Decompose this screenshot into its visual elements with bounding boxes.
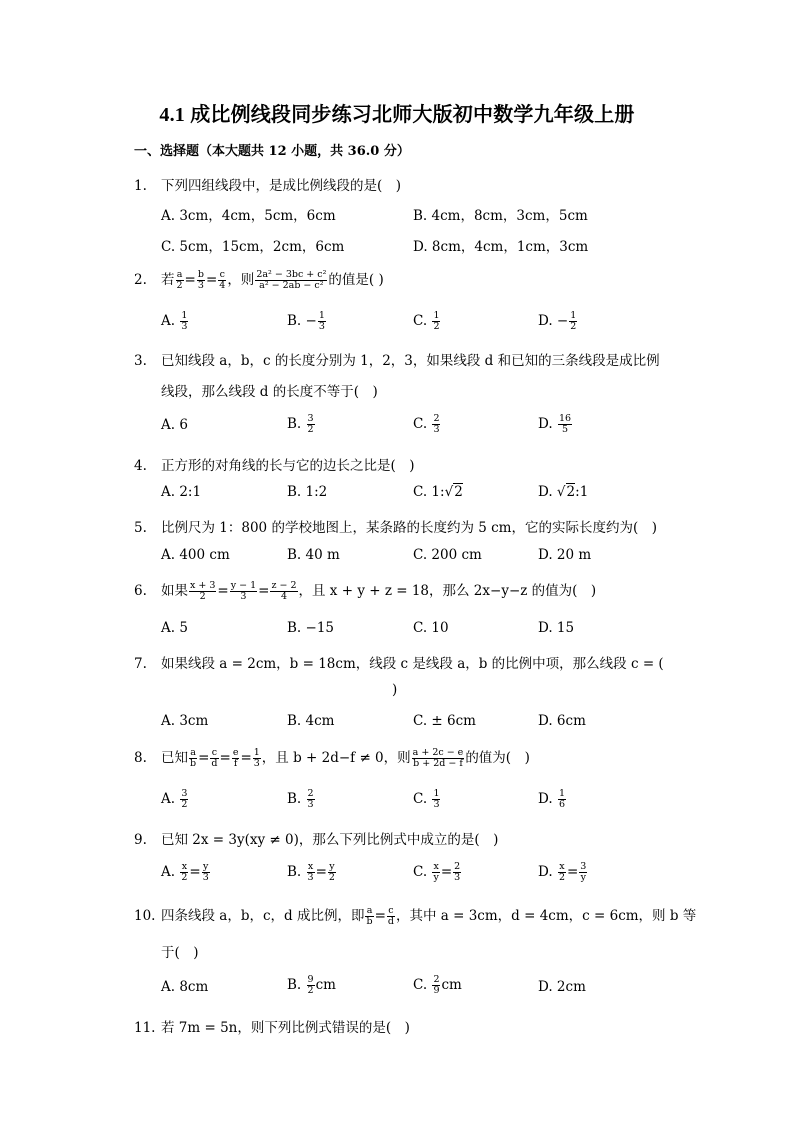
q5-option-d[interactable]: D. 20 m [538,547,592,563]
q4-option-b[interactable]: B. 1:2 [287,484,328,500]
q1-option-d[interactable]: D. 8cm，4cm，1cm，3cm [413,239,589,255]
q5-option-b[interactable]: B. 40 m [287,547,340,563]
q6-option-d[interactable]: D. 15 [538,620,575,636]
q7-option-b[interactable]: B. 4cm [287,713,335,729]
q1-option-b[interactable]: B. 4cm，8cm，3cm，5cm [413,208,588,224]
q3-option-d[interactable]: D. $\frac{16}{5}$ [538,413,572,435]
section-heading: 一、选择题（本大题共 12 小题，共 36.0 分） [134,144,410,159]
q3-option-a[interactable]: A. 6 [161,417,188,433]
q4-option-c[interactable]: C. 1:√2 [413,484,463,500]
q5-option-a[interactable]: A. 400 cm [161,547,230,563]
question-2: 2. 若 $\frac{a}{2}$ = $\frac{b}{3}$ = $\frac{c}{4}$ ，则 $\frac{\text{2a² − 3bc + c²}}{\text{a² − 2ab − c²}}$ 的值是( ) [134,269,384,291]
question-1: 1. 下列四组线段中，是成比例线段的是( ) [134,178,402,194]
question-7: 7. 如果线段 a = 2cm，b = 18cm，线段 c 是线段 a，b 的比例中项，那么线段 c = ( [134,656,664,672]
q3-option-b[interactable]: B. $\frac{3}{2}$ [287,413,314,435]
question-11: 11. 若 7m = 5n，则下列比例式错误的是( ) [134,1020,410,1036]
q4-option-d[interactable]: D. √2:1 [538,484,589,500]
question-9: 9. 已知 2x = 3y(xy ≠ 0)，那么下列比例式中成立的是( ) [134,832,499,848]
q9-option-a[interactable]: A. $\frac{x}{2}$ = $\frac{y}{3}$ [161,861,209,883]
q2-option-c[interactable]: C. $\frac{1}{2}$ [413,310,440,332]
q7-option-d[interactable]: D. 6cm [538,713,586,729]
q2-option-a[interactable]: A. $\frac{1}{3}$ [161,310,188,332]
q9-option-b[interactable]: B. $\frac{x}{3}$ = $\frac{y}{2}$ [287,861,335,883]
q5-option-c[interactable]: C. 200 cm [413,547,482,563]
q3-option-c[interactable]: C. $\frac{2}{3}$ [413,413,440,435]
q2-option-d[interactable]: D. − $\frac{1}{2}$ [538,310,577,332]
q8-option-b[interactable]: B. $\frac{2}{3}$ [287,788,314,810]
q10-option-c[interactable]: C. $\frac{2}{9}$ cm [413,974,462,996]
q6-option-b[interactable]: B. −15 [287,620,334,636]
q10-option-d[interactable]: D. 2cm [538,979,586,995]
q10-option-b[interactable]: B. $\frac{9}{2}$ cm [287,974,336,996]
q10-option-a[interactable]: A. 8cm [161,979,209,995]
question-4: 4. 正方形的对角线的长与它的边长之比是( ) [134,458,415,474]
question-5: 5. 比例尺为 1：800 的学校地图上，某条路的长度约为 5 cm，它的实际长度约为( ) [134,520,658,536]
q8-option-d[interactable]: D. $\frac{1}{6}$ [538,788,565,810]
q7-option-a[interactable]: A. 3cm [161,713,209,729]
q9-option-c[interactable]: C. $\frac{x}{y}$ = $\frac{2}{3}$ [413,861,461,883]
question-6: 6. 如果 $\frac{x + 3}{2}$ = $\frac{y - 1}{3}$ = $\frac{z - 2}{4}$ ，且 x + y + z = 18，那么 2x−y−z 的值为( ) [134,580,597,602]
q1-option-c[interactable]: C. 5cm，15cm，2cm，6cm [161,239,345,255]
q2-option-b[interactable]: B. − $\frac{1}{3}$ [287,310,325,332]
question-3: 3. 已知线段 a，b，c 的长度分别为 1，2，3，如果线段 d 和已知的三条线段是成比例 [134,353,660,369]
q6-option-c[interactable]: C. 10 [413,620,449,636]
q6-option-a[interactable]: A. 5 [161,620,188,636]
question-3-line-2: 线段，那么线段 d 的长度不等于( ) [161,384,378,400]
q8-option-a[interactable]: A. $\frac{3}{2}$ [161,788,188,810]
q7-option-c[interactable]: C. ± 6cm [413,713,476,729]
q1-option-a[interactable]: A. 3cm，4cm，5cm，6cm [161,208,336,224]
q4-option-a[interactable]: A. 2:1 [161,484,202,500]
q9-option-d[interactable]: D. $\frac{x}{2}$ = $\frac{3}{y}$ [538,861,587,883]
question-10-line-2: 于( ) [161,945,199,961]
q8-option-c[interactable]: C. $\frac{1}{3}$ [413,788,440,810]
question-8: 8. 已知 $\frac{a}{b}$ = $\frac{c}{d}$ = $\frac{e}{f}$ = $\frac{1}{3}$ ，且 b + 2d−f ≠ 0，则 $\frac{a + 2c - e}{b + 2d - f}$ 的值为( ) [134,747,530,769]
question-10: 10. 四条线段 a，b，c，d 成比例，即 $\frac{a}{b}$ = $\frac{c}{d}$ ，其中 a = 3cm，d = 4cm，c = 6cm，则 b 等 [134,905,697,927]
page-title: 4.1 成比例线段同步练习北师大版初中数学九年级上册 [159,104,635,126]
question-7-line-2: ) [392,682,398,698]
